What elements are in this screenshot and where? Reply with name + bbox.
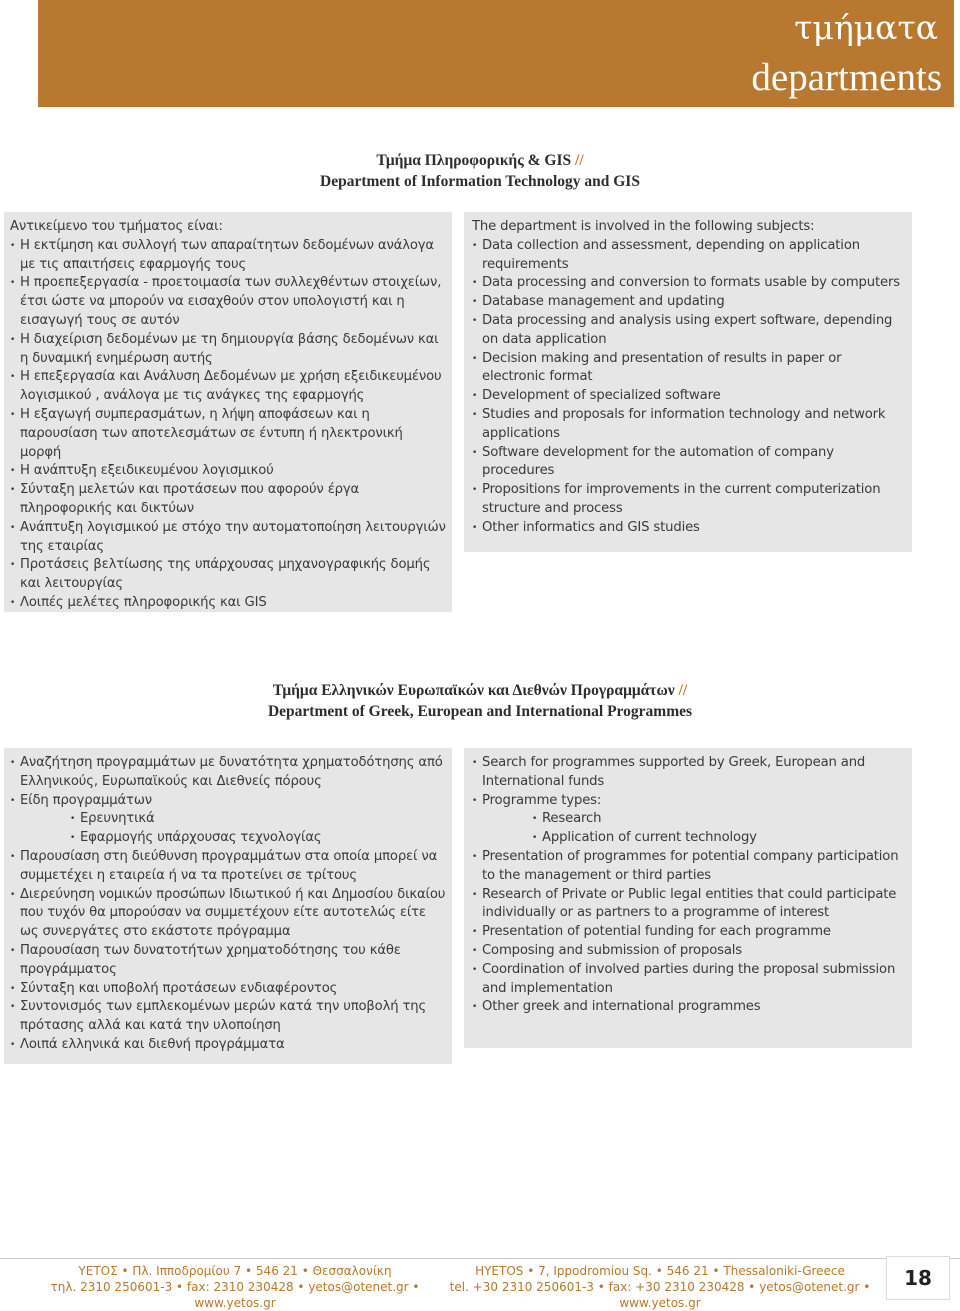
footer-contact: tel. +30 2310 250601-3 • fax: +30 2310 230428 • yetos@otenet.gr • www.yetos.gr	[449, 1280, 871, 1310]
list-item: • Presentation of programmes for potential company participation to the management or third parties	[472, 848, 906, 886]
list-item: • Programme types:	[472, 792, 906, 811]
section-heading-it-gis	[0, 150, 960, 192]
panel-intro: The department is involved in the following subjects:	[472, 219, 815, 234]
list-item: • Διερεύνηση νομικών προσώπων Ιδιωτικού ή και Δημοσίου δικαίου που τυχόν θα μπορούσαν να συμμετέχουν είτε αυτοτελώς είτε ως συνεργάτες στο εκάστοτε πρόγραμμα	[10, 886, 446, 942]
list-item: • Software development for the automation of company procedures	[472, 444, 906, 482]
footer-english-contact	[440, 1263, 880, 1311]
footer-address: ΥΕΤΟΣ • Πλ. Ιπποδρομίου 7 • 546 21 • Θεσσαλονίκη	[78, 1264, 392, 1278]
list-item: • Η εκτίμηση και συλλογή των απαραίτητων δεδομένων ανάλογα με τις απαιτήσεις εφαρμογής τους	[10, 237, 446, 275]
list-item: • Presentation of potential funding for each programme	[472, 923, 906, 942]
list-item: • Η επεξεργασία και Ανάλυση Δεδομένων με χρήση εξειδικευμένου λογισμικού , ανάλογα με τις ανάγκες της εφαρμογής	[10, 368, 446, 406]
list-item: • Παρουσίαση των δυνατοτήτων χρηματοδότησης του κάθε προγράμματος	[10, 942, 446, 980]
list-item: • Data processing and conversion to formats usable by computers	[472, 274, 906, 293]
list-item: • Σύνταξη και υποβολή προτάσεων ενδιαφέροντος	[10, 980, 446, 999]
sub-list-item: • Ερευνητικά	[10, 810, 446, 829]
header-title-greek: τμήματα	[794, 8, 938, 47]
list-item: • Η ανάπτυξη εξειδικευμένου λογισμικού	[10, 462, 446, 481]
section-heading-programmes	[0, 680, 960, 722]
section-separator: //	[575, 152, 584, 169]
list-item: • Decision making and presentation of results in paper or electronic format	[472, 350, 906, 388]
bullet-list	[10, 237, 446, 613]
footer-divider	[0, 1258, 960, 1259]
list-item: • Other greek and international programmes	[472, 998, 906, 1017]
page-number: 18	[886, 1256, 950, 1300]
bullet-list	[472, 754, 906, 1017]
sub-list-item: • Research	[472, 810, 906, 829]
list-item: • Προτάσεις βελτίωσης της υπάρχουσας μηχανογραφικής δομής και λειτουργίας	[10, 556, 446, 594]
footer-greek-contact	[30, 1263, 440, 1311]
list-item: • Propositions for improvements in the current computerization structure and process	[472, 481, 906, 519]
it-gis-english-panel	[464, 212, 912, 552]
list-item: • Η διαχείριση δεδομένων με τη δημιουργία βάσης δεδομένων και η δυναμική ενημέρωση αυτής	[10, 331, 446, 369]
header-banner	[38, 0, 954, 107]
list-item: • Αναζήτηση προγραμμάτων με δυνατότητα χρηματοδότησης από Ελληνικούς, Ευρωπαϊκούς και Διεθνείς πόρους	[10, 754, 446, 792]
programmes-greek-panel	[4, 748, 452, 1064]
header-title-english: departments	[751, 56, 942, 99]
list-item: • Λοιπές μελέτες πληροφορικής και GIS	[10, 594, 446, 613]
list-item: • Coordination of involved parties during the proposal submission and implementation	[472, 961, 906, 999]
section-title-english: Department of Information Technology and GIS	[320, 173, 640, 190]
panel-intro: Αντικείμενο του τμήματος είναι:	[10, 219, 223, 234]
section-separator: //	[678, 682, 688, 699]
list-item: • Η προεπεξεργασία - προετοιμασία των συλλεχθέντων στοιχείων, έτσι ώστε να μπορούν να εισαχθούν στον υπολογιστή και η εισαγωγή τους σε αυτόν	[10, 274, 446, 330]
section-title-english: Department of Greek, European and International Programmes	[267, 703, 693, 720]
list-item: • Database management and updating	[472, 293, 906, 312]
list-item: • Συντονισμός των εμπλεκομένων μερών κατά την υποβολή της πρότασης αλλά και κατά την υλοποίηση	[10, 998, 446, 1036]
list-item: • Data collection and assessment, depending on application requirements	[472, 237, 906, 275]
list-item: • Research of Private or Public legal entities that could participate individually or as partners to a programme of interest	[472, 886, 906, 924]
list-item: • Είδη προγραμμάτων	[10, 792, 446, 811]
section-title-greek: Τμήμα Ελληνικών Ευρωπαϊκών και Διεθνών Προγραμμάτων	[272, 682, 675, 699]
bullet-list	[10, 754, 446, 1055]
list-item: • Studies and proposals for information technology and network applications	[472, 406, 906, 444]
list-item: • Data processing and analysis using expert software, depending on data application	[472, 312, 906, 350]
sub-list-item: • Application of current technology	[472, 829, 906, 848]
section-title-greek: Τμήμα Πληροφορικής & GIS	[376, 152, 572, 169]
list-item: • Search for programmes supported by Greek, European and International funds	[472, 754, 906, 792]
list-item: • Λοιπά ελληνικά και διεθνή προγράμματα	[10, 1036, 446, 1055]
list-item: • Σύνταξη μελετών και προτάσεων που αφορούν έργα πληροφορικής και δικτύων	[10, 481, 446, 519]
list-item: • Other informatics and GIS studies	[472, 519, 906, 538]
list-item: • Η εξαγωγή συμπερασμάτων, η λήψη αποφάσεων και η παρουσίαση των αποτελεσμάτων σε έντυπη ή ηλεκτρονική μορφή	[10, 406, 446, 462]
list-item: • Παρουσίαση στη διεύθυνση προγραμμάτων στα οποία μπορεί να συμμετέχει η εταιρεία ή να τα προτείνει σε τρίτους	[10, 848, 446, 886]
programmes-english-panel	[464, 748, 912, 1048]
bullet-list	[472, 237, 906, 538]
list-item: • Composing and submission of proposals	[472, 942, 906, 961]
list-item: • Ανάπτυξη λογισμικού με στόχο την αυτοματοποίηση λειτουργιών της εταιρίας	[10, 519, 446, 557]
footer-contact: τηλ. 2310 250601-3 • fax: 2310 230428 • yetos@otenet.gr • www.yetos.gr	[50, 1280, 420, 1310]
it-gis-greek-panel	[4, 212, 452, 612]
footer-address: HYETOS • 7, Ippodromiou Sq. • 546 21 • Thessaloniki-Greece	[475, 1264, 845, 1278]
list-item: • Development of specialized software	[472, 387, 906, 406]
sub-list-item: • Εφαρμογής υπάρχουσας τεχνολογίας	[10, 829, 446, 848]
